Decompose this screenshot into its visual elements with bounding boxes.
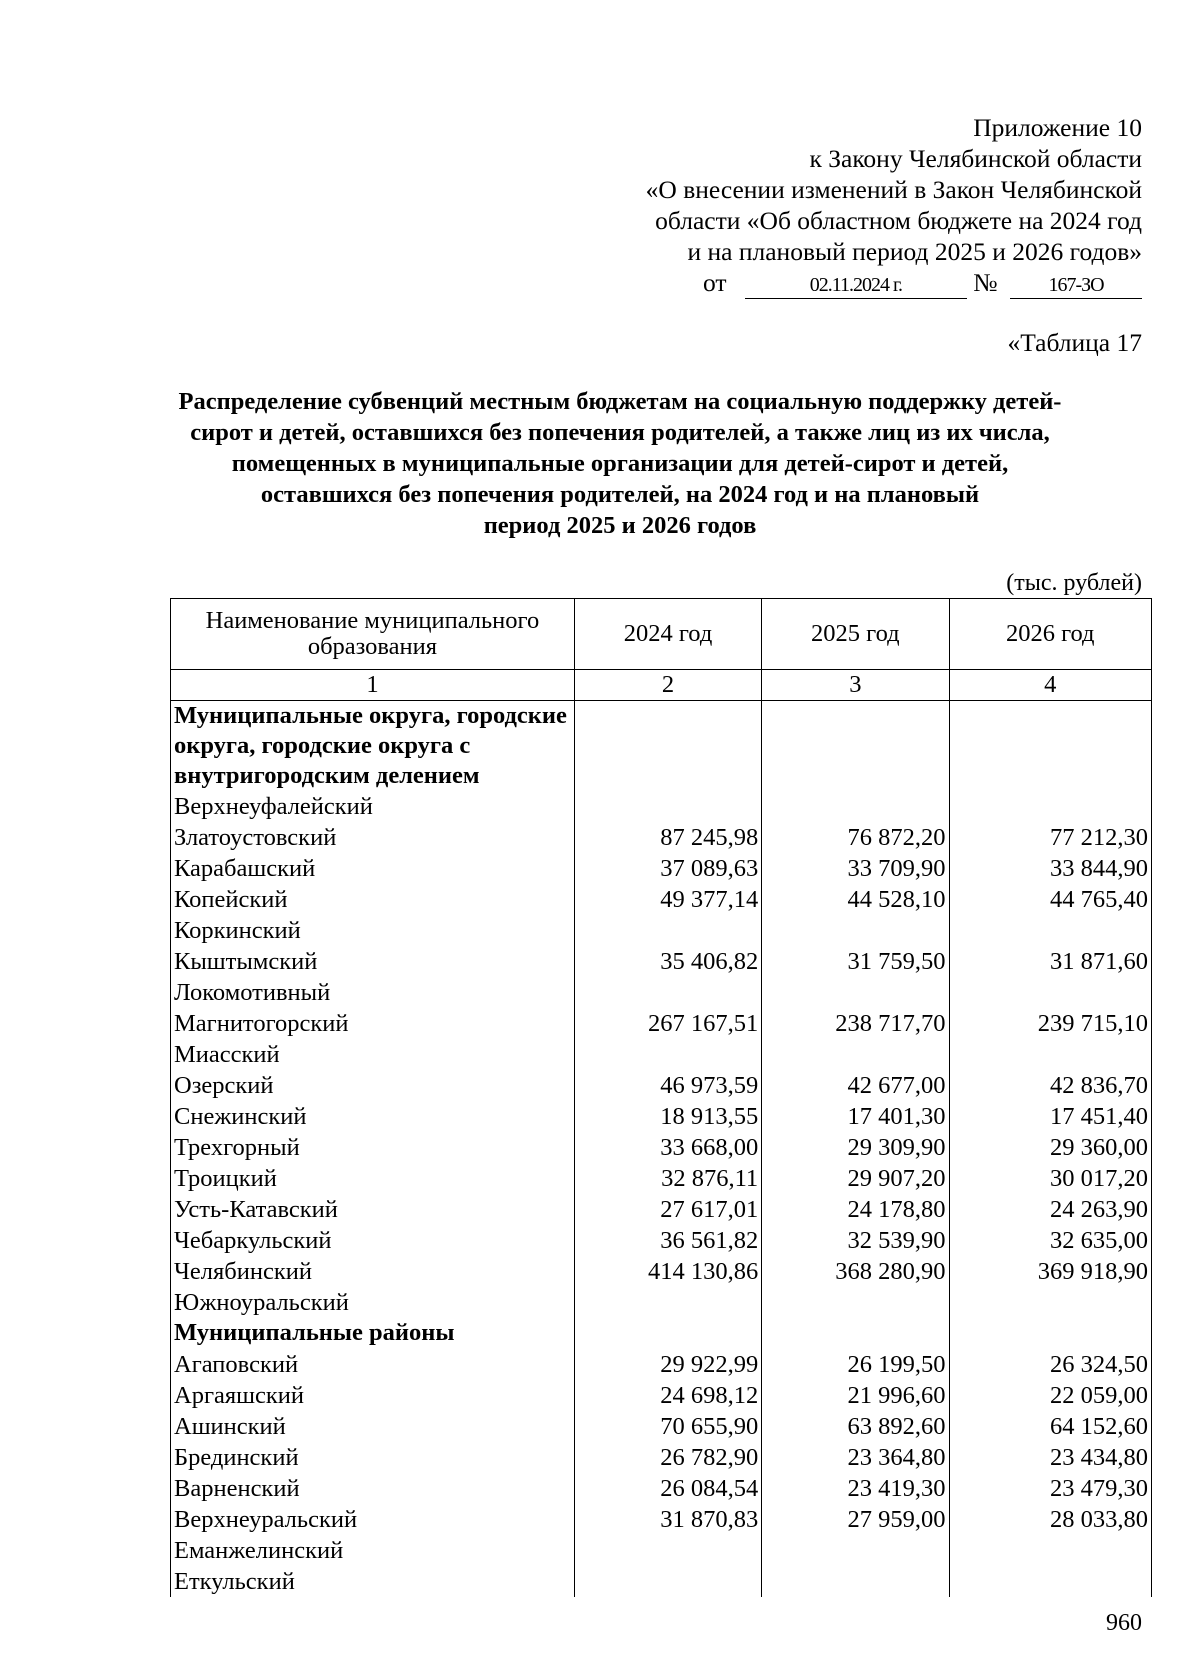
municipality-name-cell: Миасский [171, 1039, 575, 1070]
value-2024-cell: 27 617,01 [574, 1194, 761, 1225]
value-2026-cell: 369 918,90 [949, 1256, 1152, 1287]
table-row [171, 1380, 1152, 1411]
appendix-line-1: Приложение 10 [973, 113, 1142, 142]
municipality-name-cell: Муниципальные районы [171, 1318, 575, 1349]
municipality-name-cell: Варненский [171, 1473, 575, 1504]
value-2026-cell [949, 1039, 1152, 1070]
municipality-name-cell: Ашинский [171, 1411, 575, 1442]
column-number-row [171, 670, 1152, 701]
value-2026-cell: 31 871,60 [949, 946, 1152, 977]
municipality-name-cell: Коркинский [171, 915, 575, 946]
value-2025-cell: 21 996,60 [762, 1380, 949, 1411]
value-2026-cell: 17 451,40 [949, 1101, 1152, 1132]
value-2024-cell: 414 130,86 [574, 1256, 761, 1287]
value-2026-cell: 24 263,90 [949, 1194, 1152, 1225]
title-line-2: сирот и детей, оставшихся без попечения родителей, а также лиц из их числа, [190, 419, 1050, 446]
value-2024-cell [574, 915, 761, 946]
table-body [171, 701, 1152, 1598]
value-2024-cell: 87 245,98 [574, 822, 761, 853]
number-label: № [973, 268, 998, 297]
table-header-row [171, 599, 1152, 670]
value-2024-cell: 26 782,90 [574, 1442, 761, 1473]
table-row [171, 1132, 1152, 1163]
value-2024-cell [574, 1039, 761, 1070]
value-2025-cell: 44 528,10 [762, 884, 949, 915]
appendix-line-3: «О внесении изменений в Закон Челябинской [645, 175, 1142, 204]
value-2025-cell: 17 401,30 [762, 1101, 949, 1132]
value-2024-cell [574, 1566, 761, 1597]
value-2026-cell: 33 844,90 [949, 853, 1152, 884]
municipality-name-cell: Карабашский [171, 853, 575, 884]
header-cell-2025: 2025 год [762, 599, 949, 670]
value-2026-cell [949, 977, 1152, 1008]
appendix-header [582, 112, 1142, 299]
municipality-name-cell: Верхнеуральский [171, 1504, 575, 1535]
table-row [171, 1008, 1152, 1039]
title-line-3: помещенных в муниципальные организации для детей-сирот и детей, [231, 450, 1009, 477]
value-2024-cell [574, 701, 761, 792]
law-date-number-line [582, 267, 1142, 299]
value-2026-cell [949, 791, 1152, 822]
municipality-name-cell: Трехгорный [171, 1132, 575, 1163]
value-2026-cell: 42 836,70 [949, 1070, 1152, 1101]
value-2025-cell: 24 178,80 [762, 1194, 949, 1225]
title-line-5: период 2025 и 2026 годов [483, 512, 757, 539]
municipality-name-cell: Усть-Катавский [171, 1194, 575, 1225]
value-2024-cell: 26 084,54 [574, 1473, 761, 1504]
value-2024-cell: 36 561,82 [574, 1225, 761, 1256]
value-2024-cell [574, 1535, 761, 1566]
table-row [171, 1442, 1152, 1473]
value-2024-cell [574, 1318, 761, 1349]
value-2026-cell: 239 715,10 [949, 1008, 1152, 1039]
value-2025-cell: 63 892,60 [762, 1411, 949, 1442]
table-row [171, 822, 1152, 853]
municipality-name-cell: Аргаяшский [171, 1380, 575, 1411]
table-row [171, 1349, 1152, 1380]
value-2026-cell: 29 360,00 [949, 1132, 1152, 1163]
table-row [171, 884, 1152, 915]
value-2025-cell: 238 717,70 [762, 1008, 949, 1039]
value-2025-cell: 29 907,20 [762, 1163, 949, 1194]
value-2024-cell: 49 377,14 [574, 884, 761, 915]
value-2025-cell: 29 309,90 [762, 1132, 949, 1163]
municipality-name-cell: Южноуральский [171, 1287, 575, 1318]
table-row [171, 791, 1152, 822]
value-2025-cell: 42 677,00 [762, 1070, 949, 1101]
value-2025-cell [762, 1535, 949, 1566]
table-row [171, 1287, 1152, 1318]
column-number: 4 [949, 670, 1152, 701]
table-row [171, 977, 1152, 1008]
value-2024-cell: 24 698,12 [574, 1380, 761, 1411]
section-row [171, 1318, 1152, 1349]
table-row [171, 1194, 1152, 1225]
municipality-name-cell: Копейский [171, 884, 575, 915]
municipality-name-cell: Снежинский [171, 1101, 575, 1132]
table-row [171, 1101, 1152, 1132]
value-2026-cell: 32 635,00 [949, 1225, 1152, 1256]
value-2025-cell: 23 419,30 [762, 1473, 949, 1504]
column-number: 1 [171, 670, 575, 701]
value-2025-cell: 32 539,90 [762, 1225, 949, 1256]
value-2025-cell [762, 791, 949, 822]
municipality-name-cell: Брединский [171, 1442, 575, 1473]
value-2024-cell: 35 406,82 [574, 946, 761, 977]
column-number: 3 [762, 670, 949, 701]
municipality-name-cell: Троицкий [171, 1163, 575, 1194]
value-2025-cell: 23 364,80 [762, 1442, 949, 1473]
municipality-name-cell: Златоустовский [171, 822, 575, 853]
table-row [171, 853, 1152, 884]
appendix-line-5: и на плановый период 2025 и 2026 годов» [687, 237, 1142, 266]
table-row [171, 1411, 1152, 1442]
municipality-name-cell: Верхнеуфалейский [171, 791, 575, 822]
value-2026-cell: 28 033,80 [949, 1504, 1152, 1535]
value-2026-cell: 64 152,60 [949, 1411, 1152, 1442]
document-title [140, 386, 1100, 541]
municipality-name-cell: Еманжелинский [171, 1535, 575, 1566]
value-2025-cell: 33 709,90 [762, 853, 949, 884]
value-2025-cell: 26 199,50 [762, 1349, 949, 1380]
value-2024-cell: 46 973,59 [574, 1070, 761, 1101]
title-line-1: Распределение субвенций местным бюджетам на социальную поддержку детей- [178, 388, 1062, 415]
value-2024-cell [574, 977, 761, 1008]
municipality-name-cell: Локомотивный [171, 977, 575, 1008]
value-2026-cell: 23 434,80 [949, 1442, 1152, 1473]
value-2025-cell [762, 1318, 949, 1349]
from-label: от [702, 268, 727, 297]
value-2024-cell: 32 876,11 [574, 1163, 761, 1194]
value-2026-cell [949, 1318, 1152, 1349]
value-2026-cell: 23 479,30 [949, 1473, 1152, 1504]
municipality-name-cell: Магнитогорский [171, 1008, 575, 1039]
header-cell-2026: 2026 год [949, 599, 1152, 670]
value-2026-cell: 77 212,30 [949, 822, 1152, 853]
table-row [171, 946, 1152, 977]
value-2026-cell: 44 765,40 [949, 884, 1152, 915]
table-row [171, 1566, 1152, 1597]
table-row [171, 1504, 1152, 1535]
header-cell-2024: 2024 год [574, 599, 761, 670]
table-row [171, 1473, 1152, 1504]
municipality-name-cell: Челябинский [171, 1256, 575, 1287]
value-2026-cell: 22 059,00 [949, 1380, 1152, 1411]
page-number: 960 [1106, 1610, 1142, 1636]
municipality-name-cell: Еткульский [171, 1566, 575, 1597]
value-2025-cell [762, 1039, 949, 1070]
value-2025-cell [762, 915, 949, 946]
value-2024-cell: 33 668,00 [574, 1132, 761, 1163]
value-2025-cell: 27 959,00 [762, 1504, 949, 1535]
value-2026-cell [949, 1287, 1152, 1318]
value-2025-cell: 368 280,90 [762, 1256, 949, 1287]
table-row [171, 1163, 1152, 1194]
value-2024-cell: 18 913,55 [574, 1101, 761, 1132]
municipality-name-cell: Муниципальные округа, городские округа, городские округа с внутригородским делением [171, 701, 575, 792]
value-2025-cell [762, 701, 949, 792]
municipality-name-cell: Агаповский [171, 1349, 575, 1380]
value-2024-cell: 70 655,90 [574, 1411, 761, 1442]
column-number: 2 [574, 670, 761, 701]
units-note: (тыс. рублей) [1006, 570, 1142, 596]
law-number: 167-ЗО [1010, 272, 1142, 299]
municipality-name-cell: Чебаркульский [171, 1225, 575, 1256]
table-row [171, 915, 1152, 946]
value-2025-cell: 76 872,20 [762, 822, 949, 853]
appendix-line-4: области «Об областном бюджете на 2024 год [655, 206, 1142, 235]
value-2025-cell: 31 759,50 [762, 946, 949, 977]
table-row [171, 1225, 1152, 1256]
title-line-4: оставшихся без попечения родителей, на 2024 год и на плановый [260, 481, 980, 508]
value-2026-cell [949, 1566, 1152, 1597]
municipality-name-cell: Озерский [171, 1070, 575, 1101]
table-row [171, 1039, 1152, 1070]
value-2024-cell: 29 922,99 [574, 1349, 761, 1380]
value-2024-cell: 31 870,83 [574, 1504, 761, 1535]
value-2025-cell [762, 1566, 949, 1597]
value-2024-cell: 267 167,51 [574, 1008, 761, 1039]
value-2026-cell: 30 017,20 [949, 1163, 1152, 1194]
value-2026-cell [949, 701, 1152, 792]
value-2024-cell [574, 791, 761, 822]
section-row [171, 701, 1152, 792]
table-row [171, 1070, 1152, 1101]
table-label: «Таблица 17 [1007, 328, 1142, 357]
value-2025-cell [762, 1287, 949, 1318]
value-2026-cell [949, 915, 1152, 946]
value-2024-cell: 37 089,63 [574, 853, 761, 884]
header-cell-name: Наименование муниципального образования [171, 599, 575, 670]
value-2026-cell [949, 1535, 1152, 1566]
municipality-name-cell: Кыштымский [171, 946, 575, 977]
appendix-line-2: к Закону Челябинской области [809, 144, 1142, 173]
law-date: 02.11.2024 г. [745, 272, 967, 299]
value-2026-cell: 26 324,50 [949, 1349, 1152, 1380]
value-2024-cell [574, 1287, 761, 1318]
subvention-table [170, 598, 1152, 1597]
value-2025-cell [762, 977, 949, 1008]
table-row [171, 1256, 1152, 1287]
table-row [171, 1535, 1152, 1566]
